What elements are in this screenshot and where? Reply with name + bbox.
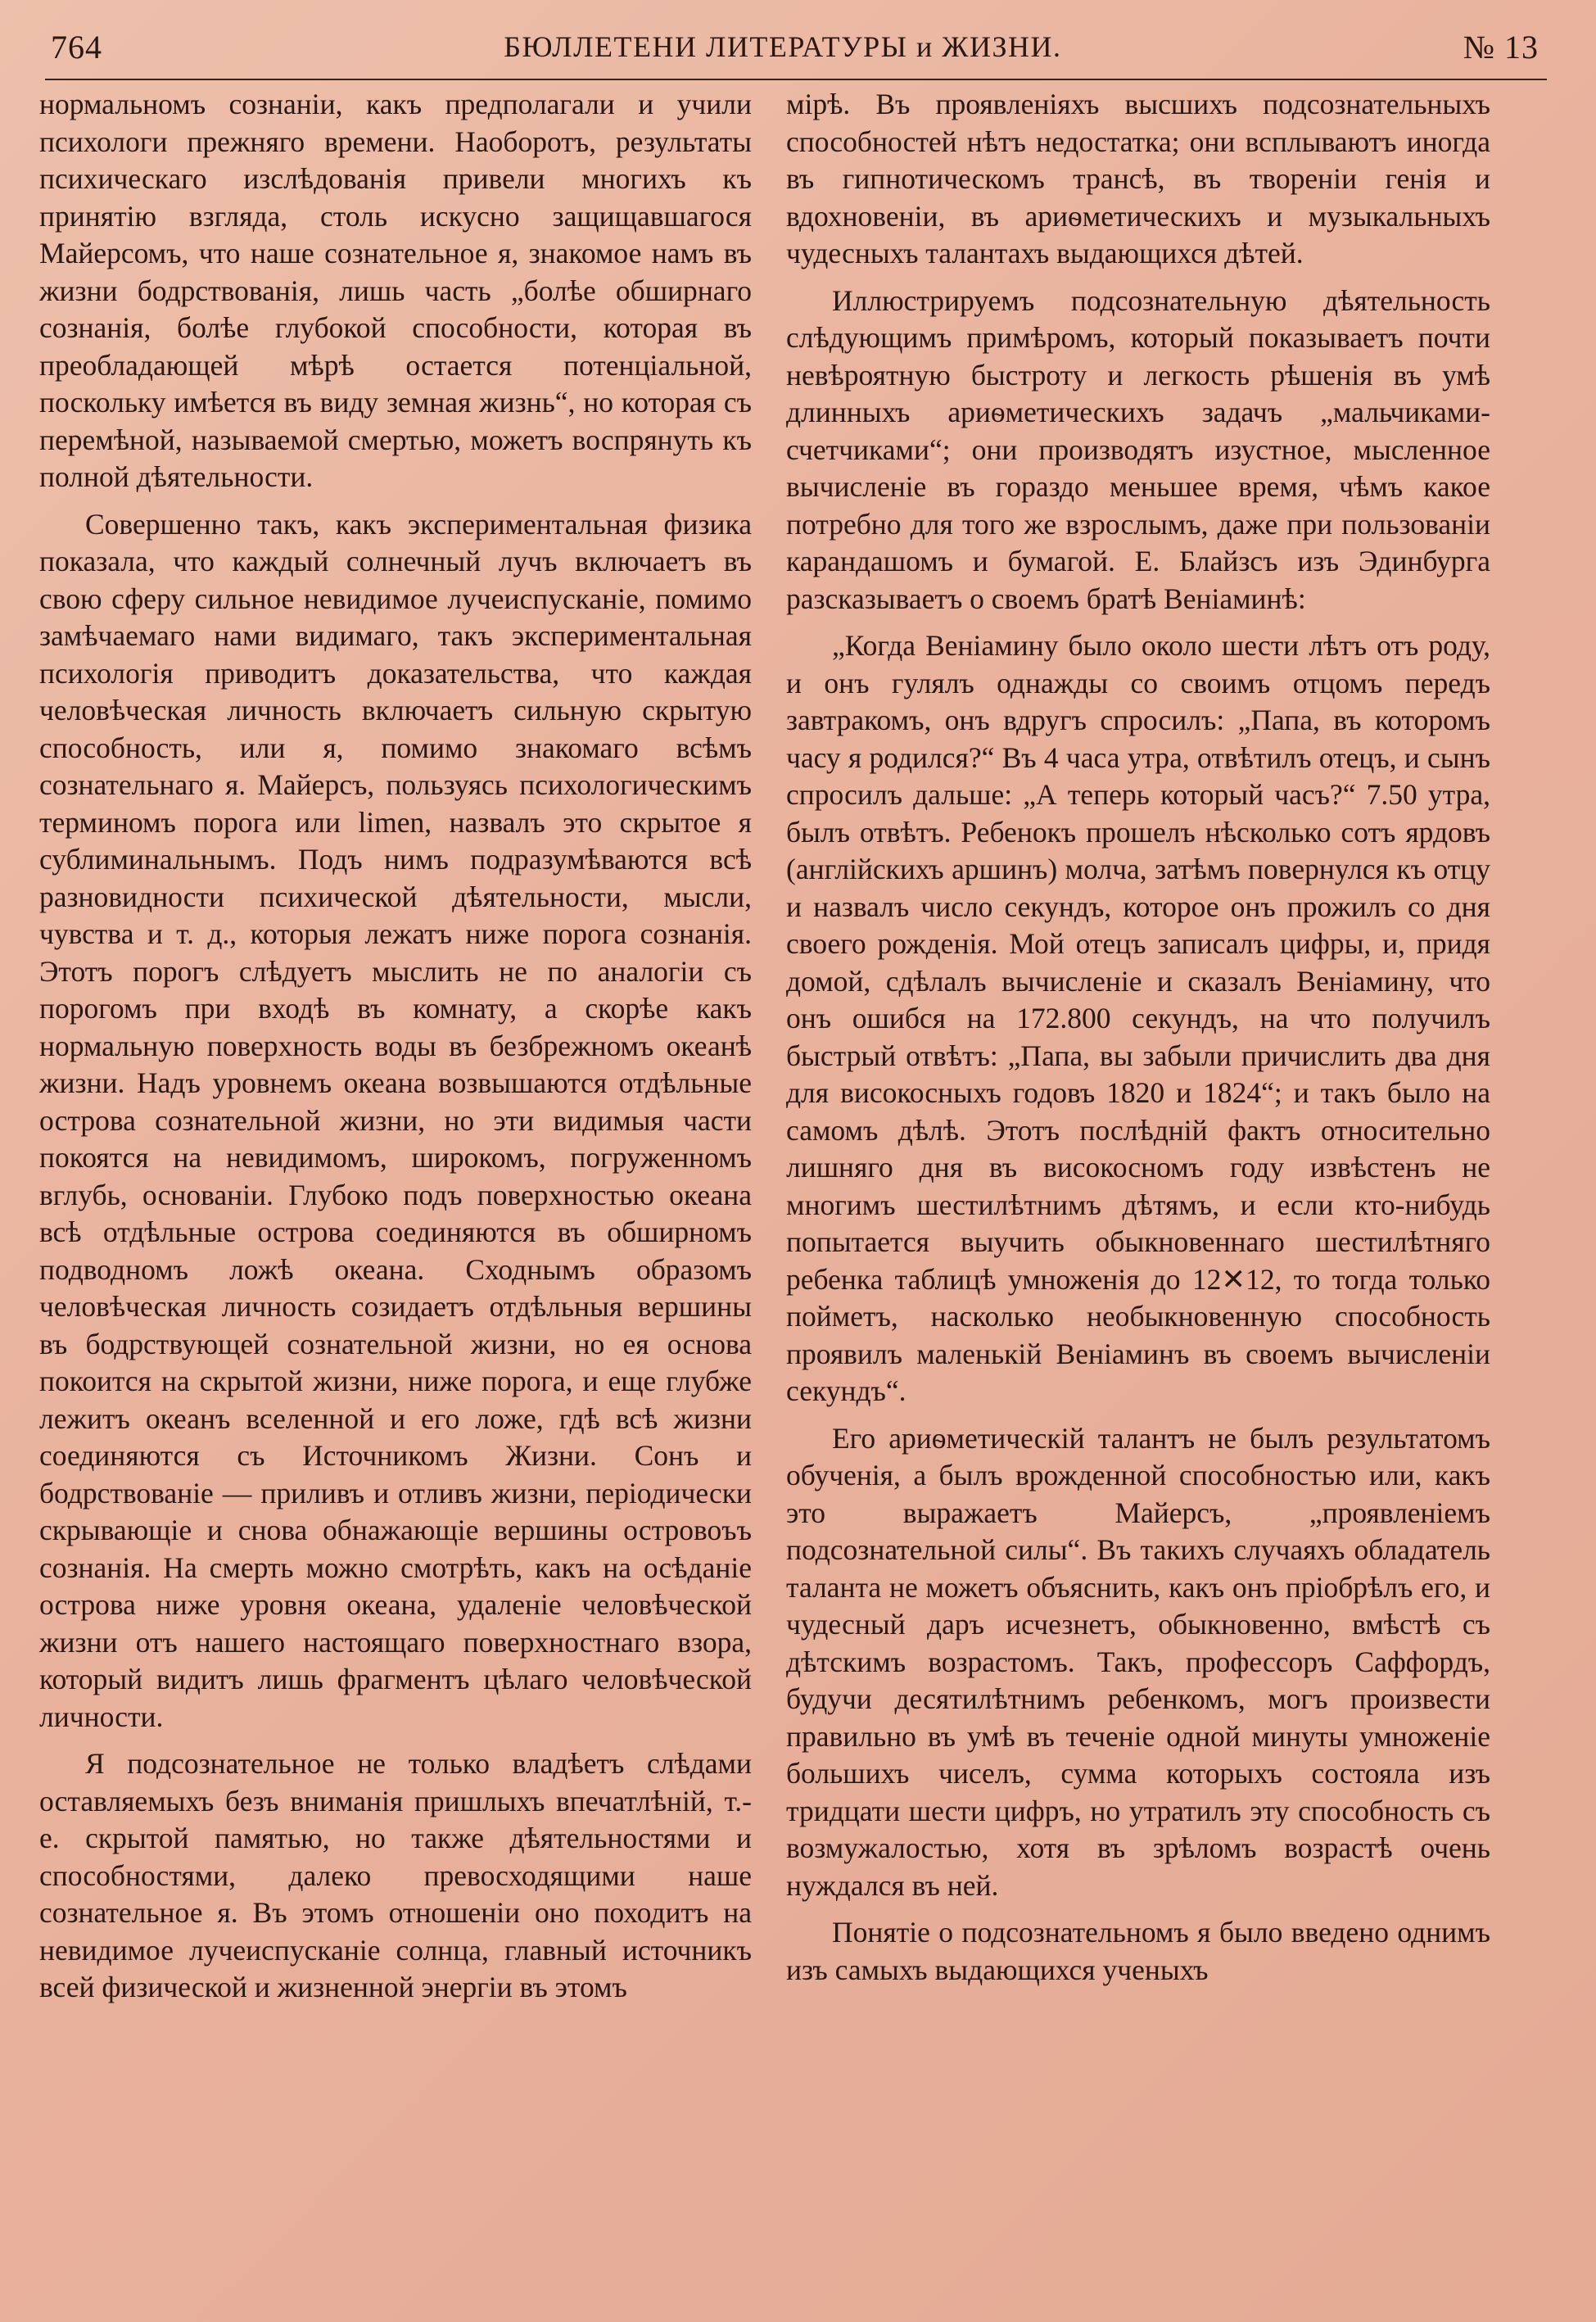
paragraph: Понятiе о подсознательномъ я было введено однимъ изъ самыхъ выдающихся ученыхъ <box>786 1916 1490 1986</box>
paragraph: „Когда Венiамину было около шести лѣтъ отъ роду, и онъ гулялъ однажды со своимъ отцомъ передъ завтракомъ, онъ вдругъ спросилъ: „Папа, въ которомъ часу я родился?“ Въ 4 часа утра, отвѣтилъ отецъ, и сынъ спросилъ дальше: „А теперь который часъ?“ 7.50 утра, былъ отвѣтъ. Ребенокъ прошелъ нѣсколько сотъ ярдовъ (англiйскихъ аршинъ) молча, затѣмъ повернулся къ отцу и назвалъ число секундъ, которое онъ прожилъ со дня своего рожденiя. Мой отецъ записалъ цифры, и, придя домой, сдѣлалъ вычисленiе и сказалъ Венiамину, что онъ ошибся на 172.800 секундъ, на что получилъ быстрый отвѣтъ: „Папа, вы забыли причислить два дня для високосныхъ годовъ 1820 и 1824“; и такъ было на самомъ дѣлѣ. Этотъ послѣднiй фактъ относительно лишняго дня въ високосномъ году извѣстенъ не многимъ шестилѣтнимъ дѣтямъ, и если кто-нибудь попытается выучить обыкновеннаго шестилѣтняго ребенка таблицѣ умноженiя до 12✕12, то тогда только пойметъ, насколько необыкновенную способность проявилъ маленькiй Венiаминъ въ своемъ вычисленiи секундъ“. <box>786 629 1490 1407</box>
header-rule <box>45 79 1547 80</box>
left-column <box>39 86 752 2007</box>
paragraph: Совершенно такъ, какъ экспериментальная физика показала, что каждый солнечный лучъ включаетъ въ свою сферу сильное невидимое лучеиспусканiе, помимо замѣчаемаго нами видимаго, такъ экспериментальная психологiя приводитъ доказательства, что каждая человѣческая личность включаетъ сильную скрытую способность, или я, помимо знакомаго всѣмъ сознательнаго я. Майерсъ, пользуясь психологическимъ терминомъ порога или limen, назвалъ это скрытое я сублиминальнымъ. Подъ нимъ подразумѣваются всѣ разновидности психической дѣятельности, мысли, чувства и т. д., которыя лежатъ ниже порога сознанiя. Этотъ порогъ слѣдуетъ мыслить не по аналогiи съ порогомъ при входѣ въ комнату, а скорѣе какъ нормальную поверхность воды въ безбрежномъ океанѣ жизни. Надъ уровнемъ океана возвышаются отдѣльные острова сознательной жизни, но эти видимыя части покоятся на невидимомъ, широкомъ, погруженномъ вглубь, основанiи. Глубоко подъ поверхностью океана всѣ отдѣльные острова соединяются въ обширномъ подводномъ ложѣ океана. Сходнымъ образомъ человѣческая личность созидаетъ отдѣльныя вершины въ бодрствующей сознательной жизни, но ея основа покоится на скрытой жизни, ниже порога, и еще глубже лежитъ океанъ вселенной и его ложе, гдѣ всѣ жизни соединяются съ Источникомъ Жизни. Сонъ и бодрствованiе — приливъ и отливъ жизни, перiодически скрывающiе и снова обнажающiе вершины островоъъ сознанiя. На смерть можно смотрѣть, какъ на осѣданiе острова ниже уровня океана, удаленiе человѣческой жизни отъ нашего настоящаго поверхностнаго взора, который видитъ лишь фрагментъ цѣлаго человѣческой личности. <box>39 507 752 1733</box>
paragraph: Я подсознательное не только владѣетъ слѣдами оставляемыхъ безъ вниманiя пришлыхъ впечатлѣнiй, т.-е. скрытой памятью, но также дѣятельностями и способностями, далеко превосходящими наше сознательное я. Въ этомъ отношенiи оно походитъ на невидимое лучеиспусканiе солнца, главный источникъ всей физической и жизненной энергiи въ этомъ <box>39 1747 752 2003</box>
page-number: 764 <box>51 28 102 66</box>
paragraph: нормальномъ сознанiи, какъ предполагали и учили психологи прежняго времени. Наоборотъ, результаты психическаго изслѣдованiя привели многихъ къ принятiю взгляда, столь искусно защищавшагося Майерсомъ, что наше сознательное я, знакомое намъ въ жизни бодрствованiя, лишь часть „болѣе обширнаго сознанiя, болѣе глубокой способности, которая въ преобладающей мѣрѣ остается потенцiальной, поскольку имѣется въ виду земная жизнь“, но которая съ перемѣной, называемой смертью, можетъ воспрянуть къ полной дѣятельности. <box>39 88 752 493</box>
running-header <box>51 18 1539 75</box>
paragraph: мiрѣ. Въ проявленiяхъ высшихъ подсознательныхъ способностей нѣтъ недостатка; они всплываютъ иногда въ гипнотическомъ трансѣ, въ творенiи генiя и вдохновенiи, въ ариѳметическихъ и музыкальныхъ чудесныхъ талантахъ выдающихся дѣтей. <box>786 88 1490 269</box>
issue-number: № 13 <box>1463 28 1539 66</box>
paragraph: Его ариѳметическiй талантъ не былъ результатомъ обученiя, а былъ врожденной способностью или, какъ это выражаетъ Майерсъ, „проявленiемъ подсознательной силы“. Въ такихъ случаяхъ обладатель таланта не можетъ объяснить, какъ онъ прiобрѣлъ его, и чудесный даръ исчезнетъ, обыкновенно, вмѣстѣ съ дѣтскимъ возрастомъ. Такъ, профессоръ Саффордъ, будучи десятилѣтнимъ ребенкомъ, могъ произвести правильно въ умѣ въ теченiе одной минуты умноженiе большихъ чиселъ, сумма которыхъ состояла изъ тридцати шести цифръ, но утратилъ эту способность съ возмужалостью, хотя въ зрѣломъ возрастѣ очень нуждался въ ней. <box>786 1421 1490 1902</box>
right-column <box>786 86 1490 1989</box>
journal-title: БЮЛЛЕТЕНИ ЛИТЕРАТУРЫ и ЖИЗНИ. <box>504 30 1062 63</box>
paragraph: Иллюстрируемъ подсознательную дѣятельность слѣдующимъ примѣромъ, который показываетъ почти невѣроятную быстроту и легкость рѣшенiя въ умѣ длинныхъ ариѳметическихъ задачъ „мальчиками-счетчиками“; они производятъ изустное, мысленное вычисленiе въ гораздо меньшее время, чѣмъ какое потребно для того же взрослымъ, даже при пользованiи карандашомъ и бумагой. Е. Блайзсъ изъ Эдинбурга разсказываетъ о своемъ братѣ Венiаминѣ: <box>786 283 1490 615</box>
